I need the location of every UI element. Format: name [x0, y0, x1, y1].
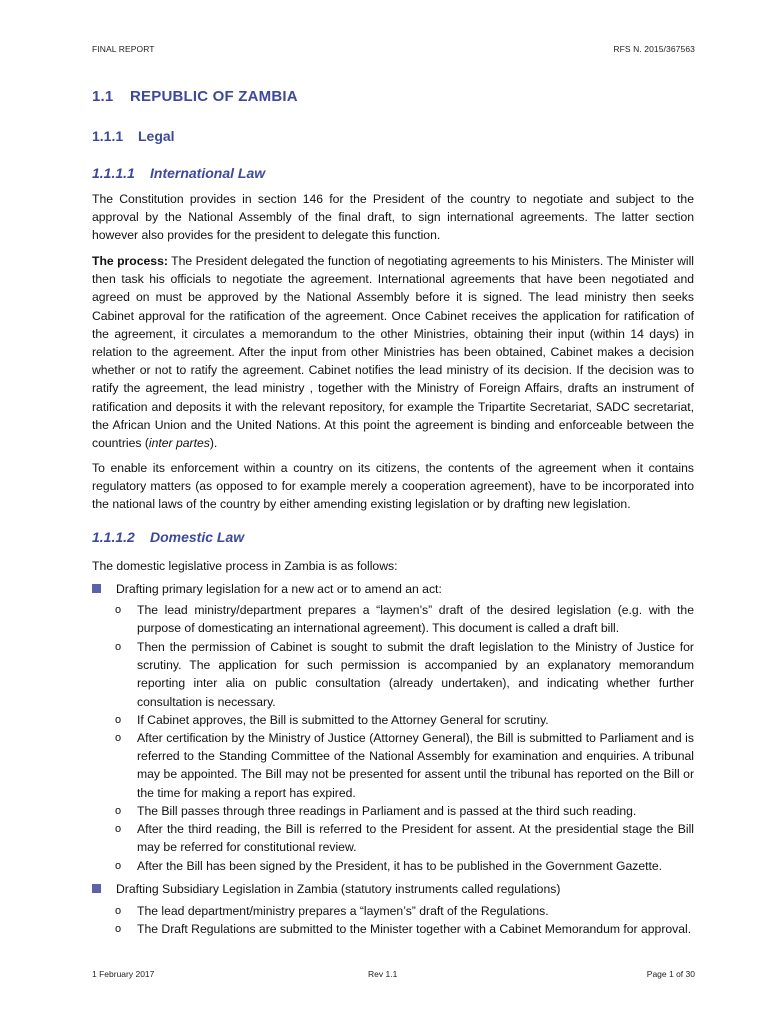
domestic-law-heading: [92, 529, 244, 545]
sub-item-text: After the Bill has been signed by the President, it has to be published in the Government Gazette.: [137, 859, 663, 873]
circle-bullet-icon: o: [115, 714, 122, 726]
sub-item: [115, 802, 694, 820]
sub-item: [115, 920, 694, 938]
domestic-law-number: 1.1.1.2: [92, 529, 135, 545]
section-number: 1.1: [92, 88, 114, 105]
section-heading: [92, 88, 298, 105]
circle-bullet-icon: o: [115, 905, 122, 917]
footer-page-number: Page 1 of 30: [646, 969, 695, 979]
footer-date: 1 February 2017: [92, 969, 155, 979]
header-reference-number: RFS N. 2015/367563: [613, 44, 695, 54]
enforcement-paragraph: To enable its enforcement within a country on its citizens, the contents of the agreement when it contains regulatory matters (as opposed to for example merely a cooperation agreement), have to be incorporated into the national laws of the country by either amending existing legislation or by drafting new legislation.: [92, 461, 694, 512]
domestic-law-title: Domestic Law: [150, 529, 245, 545]
sub-item: [115, 601, 694, 637]
list-item-primary-legislation: [92, 580, 694, 598]
sub-item: [115, 857, 694, 875]
inter-partes-term: inter partes: [148, 436, 210, 451]
sub-item: [115, 820, 694, 856]
footer-revision: Rev 1.1: [368, 969, 398, 979]
sub-item-text: If Cabinet approves, the Bill is submitted to the Attorney General for scrutiny.: [137, 713, 549, 727]
international-law-heading: [92, 165, 265, 181]
sub-item-text: After the third reading, the Bill is referred to the President for assent. At the presidential stage the Bill may be referred for constitutional review.: [137, 822, 694, 855]
sub-item: [115, 729, 694, 802]
sub-item-text: The lead ministry/department prepares a “laymen’s” draft of the desired legislation (e.g. with the purpose of domesticating an international agreement). This document is called a draft bill.: [137, 603, 694, 636]
section-title: REPUBLIC OF ZAMBIA: [130, 88, 298, 105]
process-paragraph: [92, 252, 694, 452]
circle-bullet-icon: o: [115, 860, 122, 872]
circle-bullet-icon: o: [115, 732, 122, 744]
header-report-label: FINAL REPORT: [92, 44, 155, 54]
sub-item: [115, 711, 694, 729]
circle-bullet-icon: o: [115, 823, 122, 835]
circle-bullet-icon: o: [115, 805, 122, 817]
subsection-title: Legal: [138, 128, 175, 144]
square-bullet-icon: [92, 884, 101, 893]
sub-item-text: Then the permission of Cabinet is sought to submit the draft legislation to the Ministry of Justice for scrutiny. The application for such permission is accompanied by an explanatory memorandum reporting inter alia on public consultation (already undertaken), and indicating whether further consultation is necessary.: [137, 640, 694, 709]
circle-bullet-icon: o: [115, 604, 122, 616]
subsection-number: 1.1.1: [92, 128, 124, 144]
list-item-subsidiary-legislation: [92, 880, 694, 898]
sub-item-text: After certification by the Ministry of Justice (Attorney General), the Bill is submitted to Parliament and is referred to the Standing Committee of the National Assembly for examination and enquiries. A tribunal may be appointed. The Bill may not be presented for assent until the tribunal has reported on the Bill or the time for making a report has expired.: [137, 731, 694, 800]
process-label: The process:: [92, 254, 168, 268]
subsidiary-legislation-text: Drafting Subsidiary Legislation in Zambia (statutory instruments called regulations): [116, 882, 561, 896]
subsection-heading: [92, 128, 175, 144]
sub-item-text: The lead department/ministry prepares a “laymen’s” draft of the Regulations.: [137, 904, 549, 918]
primary-legislation-text: Drafting primary legislation for a new act or to amend an act:: [116, 582, 442, 596]
sub-item-text: The Bill passes through three readings in Parliament and is passed at the third such reading.: [137, 804, 637, 818]
sub-item: [115, 902, 694, 920]
constitution-paragraph: The Constitution provides in section 146 for the President of the country to negotiate and subject to the approval by the National Assembly of the final draft, to sign international agreements. The latter section however also provides for the president to delegate this function.: [92, 192, 694, 243]
process-end: ).: [209, 436, 218, 451]
international-law-title: International Law: [150, 165, 266, 181]
domestic-intro: The domestic legislative process in Zambia is as follows:: [92, 559, 398, 573]
international-law-number: 1.1.1.1: [92, 165, 135, 181]
circle-bullet-icon: o: [115, 641, 122, 653]
square-bullet-icon: [92, 584, 101, 593]
process-body: The President delegated the function of negotiating agreements to his Ministers. The Minister will then task his officials to negotiate the agreement. International agreements that have been negotiated and agreed on must be approved by the National Assembly before it is signed. The lead ministry then seeks Cabinet approval for the ratification of the agreement. Once Cabinet receives the application for ratification of the agreement, it circulates a memorandum to the other Ministries, obtaining their input (within 14 days) in relation to the agreement. After the input from other Ministries has been obtained, Cabinet makes a decision whether or not to ratify the agreement. Cabinet notifies the lead ministry of its decision. If the decision was to ratify the agreement, the lead ministry , together with the Ministry of Foreign Affairs, drafts an instrument of ratification and deposits it with the relevant repository, for example the Tripartite Secretariat, SADC secretariat, the African Union and the United Nations. At this point the agreement is binding and enforceable between the countries (: [92, 254, 694, 451]
sub-item-text: The Draft Regulations are submitted to the Minister together with a Cabinet Memorandum for approval.: [137, 922, 692, 936]
circle-bullet-icon: o: [115, 923, 122, 935]
sub-item: [115, 638, 694, 711]
